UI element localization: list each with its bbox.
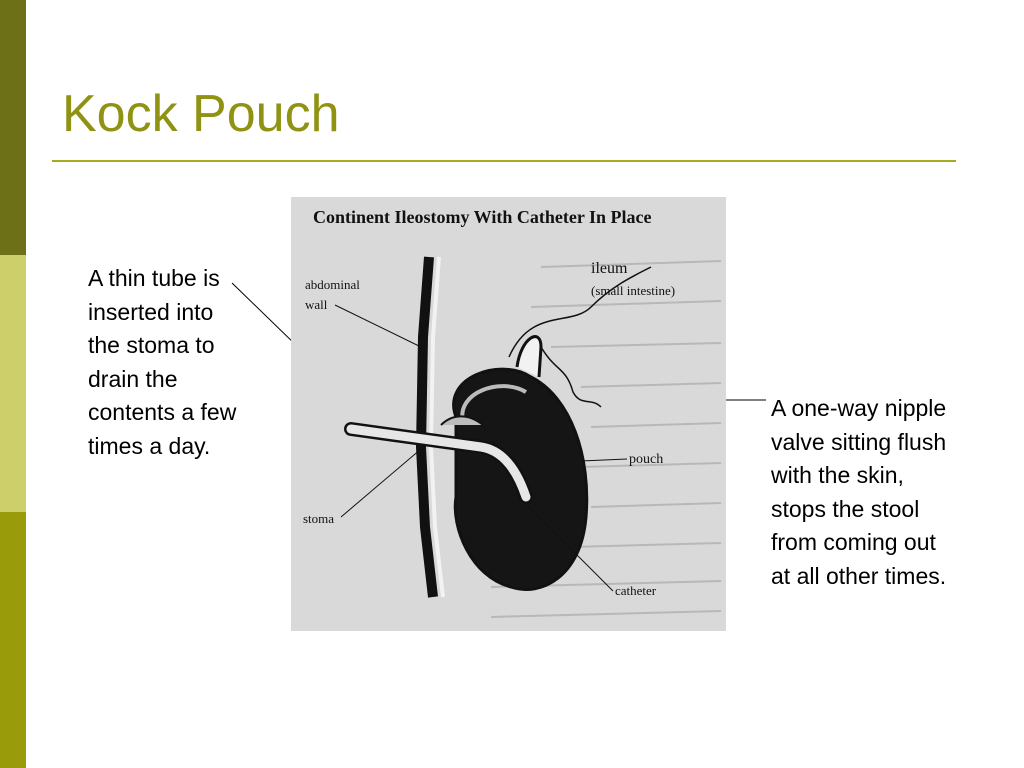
- ileostomy-diagram: [291, 197, 726, 631]
- abdominal-label-line1: abdominal: [305, 277, 360, 292]
- small-intestine-label: (small intestine): [591, 283, 676, 298]
- catheter-caption: A thin tube is inserted into the stoma to drain the contents a few times a day.: [88, 265, 237, 459]
- catheter-label: catheter: [615, 583, 657, 598]
- diagram-title: Continent Ileostomy With Catheter In Place: [313, 207, 652, 227]
- valve-caption: A one-way nipple valve sitting flush with the skin, stops the stool from coming out at all other times.: [771, 395, 947, 589]
- pouch-label: pouch: [629, 452, 664, 467]
- abdominal-label-line2: wall: [305, 297, 328, 312]
- ileum-label: ileum: [591, 260, 628, 277]
- slide-title: Kock Pouch: [62, 85, 340, 143]
- stoma-label: stoma: [303, 511, 335, 526]
